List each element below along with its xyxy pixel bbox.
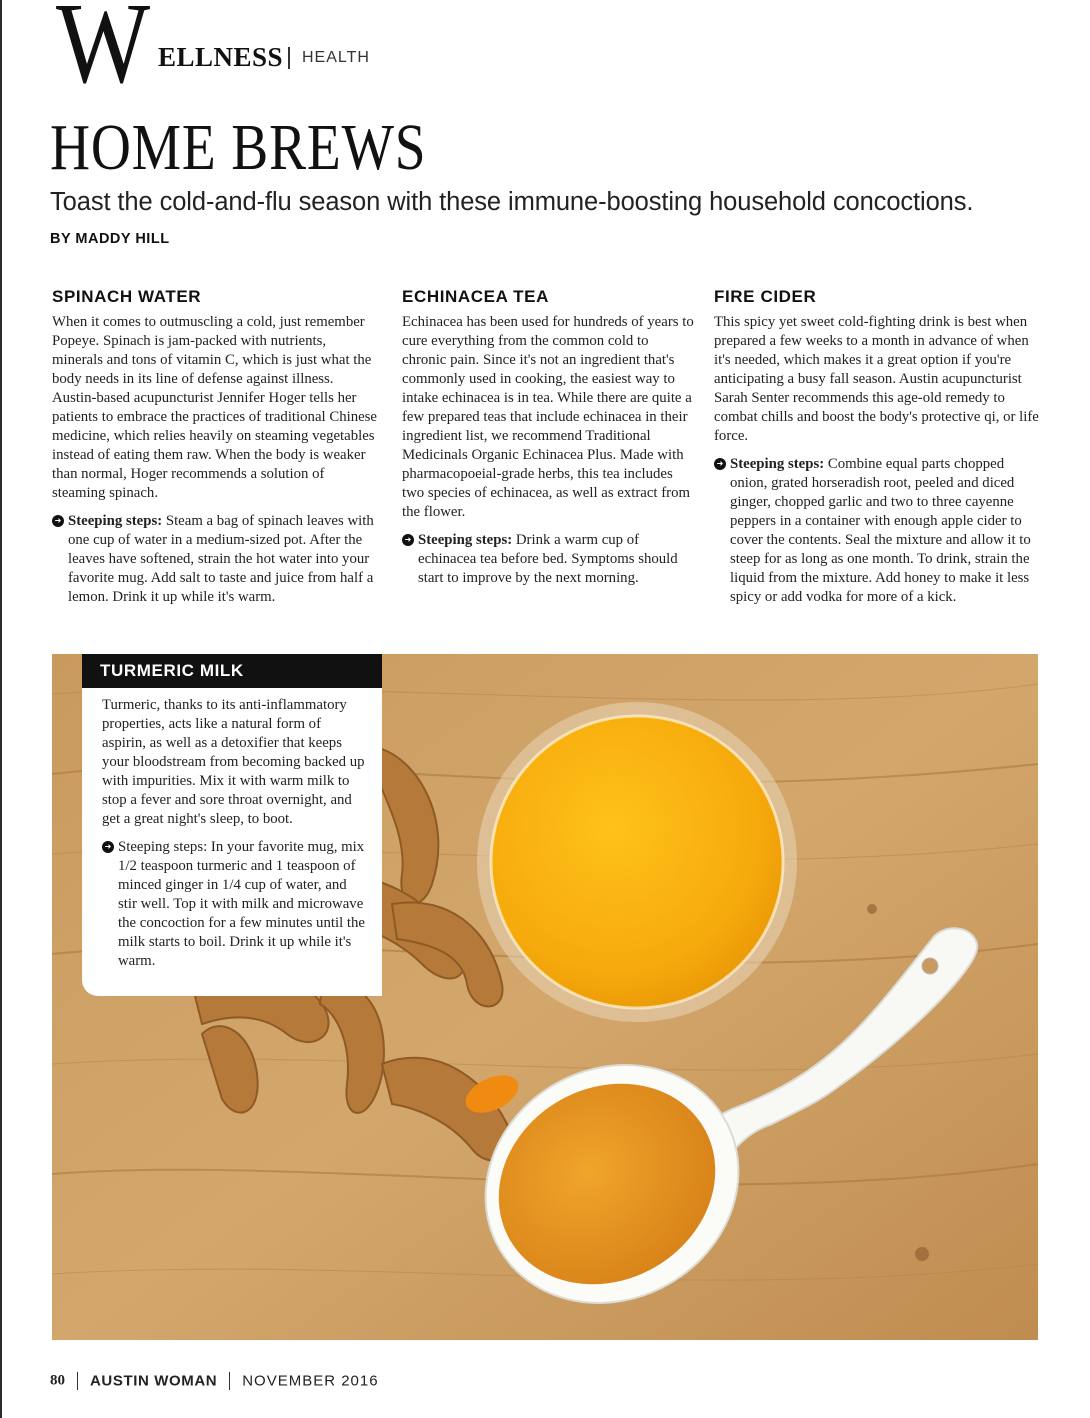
page-number: 80 bbox=[50, 1372, 65, 1389]
footer-divider bbox=[77, 1372, 79, 1390]
page-edge-rule bbox=[0, 0, 2, 1418]
sidebar-body: Turmeric, thanks to its anti-inflammatory properties, acts like a natural form of aspirin, as well as a detoxifier that keeps your bloodstream from becoming backed up with impurities. Mix it with warm milk to stop a fever and sore throat overnight, and get a great night's sleep, to boot. bbox=[102, 697, 365, 827]
turmeric-milk-sidebar bbox=[82, 654, 382, 996]
column-heading: ECHINACEA TEA bbox=[402, 287, 549, 306]
arrow-circle-icon: ➜ bbox=[714, 458, 726, 470]
column-body: Echinacea has been used for hundreds of years to cure everything from the common cold to chronic pain. Since it's not an ingredient that's commonly used in cooking, the easiest way to intake echinacea is in tea. While there are quite a few prepared teas that include echinacea in their ingredient list, we recommend Traditional Medicinals Organic Echinacea Plus. Made with pharmacopoeial-grade herbs, this tea includes two species of echinacea, as well as extract from the flower. bbox=[402, 314, 694, 520]
steeping-steps bbox=[714, 455, 1044, 607]
page-footer bbox=[50, 1372, 379, 1390]
publication-name: AUSTIN WOMAN bbox=[90, 1372, 218, 1390]
column-echinacea-tea bbox=[402, 287, 694, 588]
section-divider bbox=[288, 47, 290, 69]
arrow-circle-icon: ➜ bbox=[102, 841, 114, 853]
column-body: This spicy yet sweet cold-fighting drink is best when prepared a few weeks to a month in advance of when it's needed, which makes it a great option if you're anticipating a busy fall season. Austin acupuncturist Sarah Senter recommends this age-old remedy to combat chills and boost the body's protective qi, or life force. bbox=[714, 314, 1039, 444]
column-heading: SPINACH WATER bbox=[52, 287, 202, 306]
arrow-circle-icon: ➜ bbox=[52, 515, 64, 527]
steps-text: Steam a bag of spinach leaves with one cup of water in a medium-sized pot. After the leaves have softened, strain the hot water into your favorite mug. Add salt to taste and juice from half a lemon. Drink it up while it's warm. bbox=[68, 513, 374, 605]
article-dek: Toast the cold-and-flu season with these immune-boosting household concoctions. bbox=[50, 188, 974, 216]
article-title: HOME BREWS bbox=[50, 111, 427, 184]
steps-text: Drink a warm cup of echinacea tea before bed. Symptoms should start to improve by the next morning. bbox=[418, 532, 678, 586]
footer-divider bbox=[229, 1372, 231, 1390]
sidebar-heading: TURMERIC MILK bbox=[82, 654, 382, 688]
issue-date: NOVEMBER 2016 bbox=[242, 1372, 379, 1390]
steps-text: Combine equal parts chopped onion, grated horseradish root, peeled and diced ginger, chopped garlic and two to three cayenne peppers in a container with enough apple cider to cover the contents. Seal the mixture and allow it to steep for as long as one month. To drink, strain the liquid from the mixture. Add honey to make it less spicy or add vodka for more of a kick. bbox=[730, 456, 1031, 605]
steeping-steps bbox=[52, 512, 378, 607]
section-name: ELLNESS bbox=[158, 42, 284, 72]
column-fire-cider bbox=[714, 287, 1044, 607]
arrow-circle-icon: ➜ bbox=[402, 534, 414, 546]
steps-label: Steeping steps: bbox=[730, 456, 825, 472]
column-spinach-water bbox=[52, 287, 378, 607]
byline: BY MADDY HILL bbox=[50, 231, 170, 247]
column-heading: FIRE CIDER bbox=[714, 287, 817, 306]
steeping-steps bbox=[402, 531, 694, 588]
steps-text: Steeping steps: In your favorite mug, mix 1/2 teaspoon turmeric and 1 teaspoon of minced ginger in 1/4 cup of water, and stir well. Top it with milk and microwave the concoction for a few minutes until the milk starts to boil. Drink it up while it's warm. bbox=[118, 839, 365, 969]
column-body: When it comes to outmuscling a cold, just remember Popeye. Spinach is jam-packed with nutrients, minerals and tons of vitamin C, which is just what the body needs in its line of defense against illness. Austin-based acupuncturist Jennifer Hoger tells her patients to embrace the practices of traditional Chinese medicine, which relies heavily on steaming vegetables instead of eating them raw. When the body is weaker than normal, Hoger recommends a solution of steaming spinach. bbox=[52, 314, 377, 501]
steeping-steps bbox=[102, 838, 368, 971]
steps-label: Steeping steps: bbox=[418, 532, 513, 548]
steps-label: Steeping steps: bbox=[68, 513, 163, 529]
section-initial: W bbox=[56, 0, 147, 108]
subsection-name: HEALTH bbox=[302, 49, 370, 66]
